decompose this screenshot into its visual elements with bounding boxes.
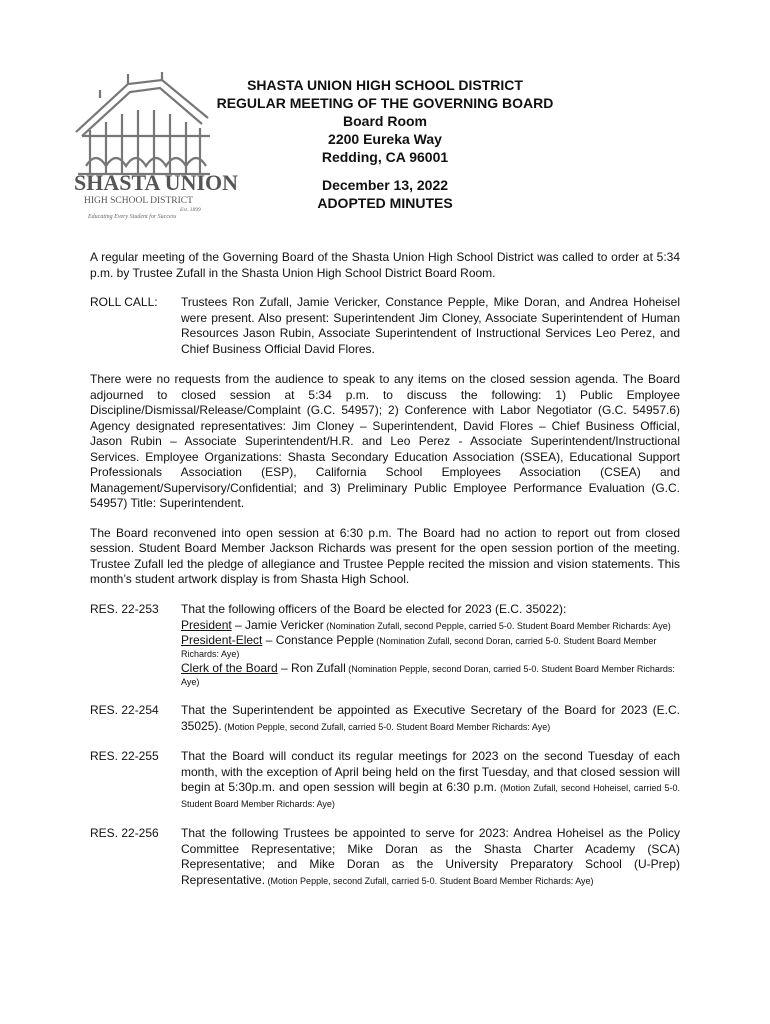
officer-note: (Nomination Pepple, second Doran, carried 5-0. Student Board Member Richards: Aye) xyxy=(181,664,675,687)
officer-note: (Nomination Zufall, second Pepple, carried 5-0. Student Board Member Richards: Aye) xyxy=(323,621,671,631)
motion-note: (Motion Pepple, second Zufall, carried 5-0. Student Board Member Richards: Aye) xyxy=(265,875,594,886)
resolution-22-254 xyxy=(90,703,680,734)
resolution-22-256 xyxy=(90,826,680,888)
district-name: SHASTA UNION HIGH SCHOOL DISTRICT xyxy=(247,77,523,93)
resolution-text: That the following Trustees be appointed to serve for 2023: Andrea Hoheisel as the Policy Committee Representative; Mike Doran as the Shasta Charter Academy (SCA) Representative; and Mike Doran as the University Preparatory School (U-Prep) Representative. xyxy=(181,826,680,887)
meeting-city: Redding, CA 96001 xyxy=(321,149,449,165)
meeting-date: December 13, 2022 xyxy=(321,177,449,193)
officer-title: Clerk of the Board xyxy=(181,661,278,675)
roll-call-label: ROLL CALL: xyxy=(90,295,158,309)
officer-president xyxy=(181,619,680,632)
officer-name: – Ron Zufall xyxy=(277,661,346,675)
resolution-text: That the Board will conduct its regular meetings for 2023 on the second Tuesday of each month, with the exception of April being held on the first Tuesday, and that closed session will begin at 5:30p.m. and open session will begin at 6:30 p.m. xyxy=(181,749,680,794)
meeting-room: Board Room xyxy=(343,113,427,129)
open-session-paragraph: The Board reconvened into open session at 6:30 p.m. The Board had no action to report out from closed session. Student Board Member Jackson Richards was present for the open session portion of the meeting. Trustee Zufall led the pledge of allegiance and Trustee Pepple recited the mission and vision statements. This month’s student artwork display is from Shasta High School. xyxy=(90,525,680,586)
motion-note: (Motion Zufall, second Hoheisel, carried 5-0. Student Board Member Richards: Aye) xyxy=(181,783,680,809)
resolution-label: RES. 22-255 xyxy=(90,749,159,763)
officer-note: (Nomination Zufall, second Doran, carried 5-0. Student Board Member Richards: Aye) xyxy=(181,636,657,659)
officer-title: President xyxy=(181,618,232,632)
resolution-label: RES. 22-254 xyxy=(90,703,159,717)
resolution-text: That the Superintendent be appointed as Executive Secretary of the Board for 2023 (E.C. 35025). xyxy=(181,703,680,733)
meeting-street: 2200 Eureka Way xyxy=(328,131,442,147)
svg-text:Educating Every Student for Su: Educating Every Student for Success xyxy=(88,214,177,220)
motion-note: (Motion Pepple, second Zufall, carried 5-0. Student Board Member Richards: Aye) xyxy=(221,721,551,732)
document-header xyxy=(180,76,590,212)
resolution-22-253 xyxy=(90,602,680,689)
meeting-title: REGULAR MEETING OF THE GOVERNING BOARD xyxy=(216,95,554,111)
officer-name: – Jamie Vericker xyxy=(231,618,324,632)
svg-text:Est. 1899: Est. 1899 xyxy=(180,207,201,213)
officer-title: President-Elect xyxy=(181,633,263,647)
svg-text:HIGH SCHOOL DISTRICT: HIGH SCHOOL DISTRICT xyxy=(84,196,193,206)
intro-paragraph: A regular meeting of the Governing Board of the Shasta Union High School District was called to order at 5:34 p.m. by Trustee Zufall in the Shasta Union High School District Board Room. xyxy=(90,250,680,280)
closed-session-paragraph: There were no requests from the audience to speak to any items on the closed session agenda. The Board adjourned to closed session at 5:34 p.m. to discuss the following: 1) Public Employee Discipline/Dismissal/Release/Complaint (G.C. 54957); 2) Conference with Labor Negotiator (G.C. 54957.6) Agency designated representatives: Jim Cloney – Superintendent, David Flores – Chief Business Official, Jason Rubin – Associate Superintendent/H.R. and Leo Perez - Associate Superintendent/Instructional Services. Employee Organizations: Shasta Secondary Education Association (SSEA), Educational Support Professionals Association (ESP), California School Employees Association (CSEA) and Management/Supervisory/Confidential; and 3) Preliminary Public Employee Performance Evaluation (G.C. 54957) Title: Superintendent. xyxy=(90,372,680,510)
resolution-label: RES. 22-256 xyxy=(90,826,159,840)
minutes-status: ADOPTED MINUTES xyxy=(317,195,453,211)
resolution-label: RES. 22-253 xyxy=(90,601,159,616)
roll-call-text: Trustees Ron Zufall, Jamie Vericker, Constance Pepple, Mike Doran, and Andrea Hoheisel were present. Also present: Superintendent Jim Cloney, Associate Superintendent of Human Resources Jason Rubin, Associate Superintendent of Instructional Services Leo Perez, and Chief Business Official David Flores. xyxy=(181,295,680,356)
officer-clerk xyxy=(181,662,680,688)
resolution-text: That the following officers of the Board be elected for 2023 (E.C. 35022): xyxy=(181,601,567,616)
minutes-body xyxy=(90,250,680,903)
svg-text:SHASTA UNION: SHASTA UNION xyxy=(74,170,238,195)
resolution-22-255 xyxy=(90,749,680,811)
officer-name: – Constance Pepple xyxy=(262,633,374,647)
officer-president-elect xyxy=(181,634,680,660)
roll-call-section xyxy=(90,295,680,357)
